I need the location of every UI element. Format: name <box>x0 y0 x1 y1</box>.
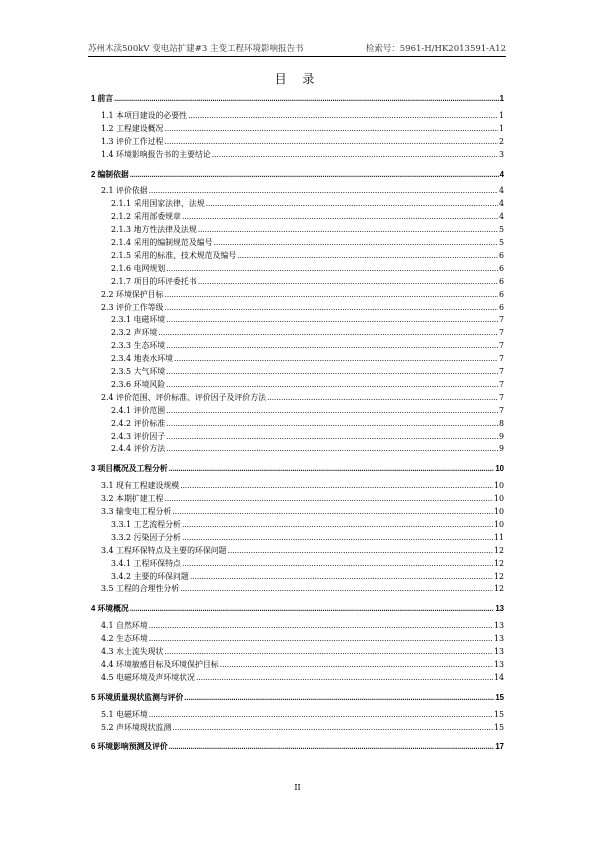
toc-leader-dots <box>166 380 498 390</box>
toc-entry[interactable] <box>91 602 504 614</box>
toc-entry-page: 12 <box>493 545 504 555</box>
toc-entry-label: 2.1.3 地方性法律及法规 <box>111 225 197 235</box>
toc-leader-dots <box>220 660 493 670</box>
toc-leader-dots <box>228 546 493 556</box>
toc-entry[interactable] <box>91 288 504 300</box>
toc-leader-dots <box>166 419 498 429</box>
toc-entry-label: 1.2 工程建设概况 <box>101 123 164 133</box>
toc-entry[interactable] <box>91 365 504 377</box>
toc-entry-page: 12 <box>493 558 504 568</box>
toc-entry[interactable] <box>91 557 504 569</box>
toc-entry-page: 10 <box>493 519 504 529</box>
toc-entry[interactable] <box>91 262 504 274</box>
toc-entry-page: 6 <box>498 263 504 273</box>
toc-entry-page: 4 <box>498 186 504 196</box>
toc-entry-page: 7 <box>498 354 504 364</box>
toc-title: 目 录 <box>274 72 321 86</box>
toc-entry[interactable] <box>91 223 504 235</box>
toc-leader-dots <box>169 464 495 474</box>
toc-entry[interactable] <box>91 462 504 474</box>
toc-leader-dots <box>188 111 498 121</box>
toc-leader-dots <box>149 634 493 644</box>
toc-entry-page: 10 <box>495 464 504 474</box>
toc-entry[interactable] <box>91 691 504 703</box>
toc-entry-label: 5 环境质量现状监测与评价 <box>91 692 184 702</box>
toc-entry[interactable] <box>91 404 504 416</box>
toc-entry-page: 12 <box>493 584 504 594</box>
toc-entry[interactable] <box>91 570 504 582</box>
toc-entry[interactable] <box>91 339 504 351</box>
toc-leader-dots <box>198 277 498 287</box>
toc-entry-label: 2.4.1 评价范围 <box>111 405 166 415</box>
toc-entry-label: 2.1.1 采用国家法律、法规 <box>111 199 205 209</box>
toc-entry[interactable] <box>91 544 504 556</box>
toc-leader-dots <box>130 604 495 614</box>
header-right-code: 检索号：5961-H/HK2013591-A12 <box>365 44 506 54</box>
toc-entry[interactable] <box>91 417 504 429</box>
toc-leader-dots <box>184 693 494 703</box>
toc-entry-page: 6 <box>498 250 504 260</box>
toc-leader-dots <box>164 124 498 134</box>
toc-entry-label: 4.3 水土流失现状 <box>101 647 164 656</box>
toc-leader-dots <box>196 673 493 683</box>
toc-entry-page: 8 <box>498 418 504 428</box>
toc-entry-page: 1 <box>498 110 504 120</box>
toc-entry[interactable] <box>91 109 504 121</box>
toc-entry[interactable] <box>91 430 504 442</box>
toc-entry-page: 15 <box>493 709 504 719</box>
toc-leader-dots <box>198 225 498 235</box>
toc-entry-label: 6 环境影响预测及评价 <box>91 742 168 752</box>
toc-leader-dots <box>206 199 498 209</box>
toc-leader-dots <box>166 406 498 416</box>
toc-entry[interactable] <box>91 632 504 644</box>
toc-entry-page: 13 <box>493 621 504 631</box>
toc-leader-dots <box>267 393 498 403</box>
toc-entry-label: 2.3.5 大气环境 <box>111 367 166 376</box>
page-number: II <box>294 783 301 792</box>
toc-entry-page: 15 <box>493 722 504 732</box>
toc-entry-label: 3.3 输变电工程分析 <box>101 507 172 516</box>
toc-entry-label: 2.4 评价范围、评价标准、评价因子及评价方法 <box>101 392 266 402</box>
toc-entry-label: 3.4 工程环保特点及主要的环保问题 <box>101 545 227 555</box>
toc-entry[interactable] <box>91 326 504 338</box>
toc-leader-dots <box>149 186 498 196</box>
toc-leader-dots <box>166 315 498 325</box>
toc-entry[interactable] <box>91 671 504 683</box>
toc-leader-dots <box>114 94 499 104</box>
toc-entry[interactable] <box>91 391 504 403</box>
toc-entry-label: 2.1.4 采用的编制规范及编号 <box>111 238 213 247</box>
toc-entry-label: 4.1 自然环境 <box>101 621 148 631</box>
toc-leader-dots <box>166 444 498 454</box>
toc-entry-page: 17 <box>495 742 504 752</box>
toc-entry[interactable] <box>91 518 504 530</box>
toc-entry-label: 5.2 声环境现状监测 <box>101 722 172 732</box>
toc-entry-label: 2.1.6 电网规划 <box>111 263 166 273</box>
toc-entry-page: 12 <box>493 571 504 581</box>
toc-entry-page: 4 <box>499 169 504 179</box>
toc-entry-page: 7 <box>498 405 504 415</box>
toc-entry-page: 4 <box>498 199 504 209</box>
toc-leader-dots <box>214 238 498 248</box>
toc-entry-label: 2.3.4 地表水环境 <box>111 354 174 364</box>
toc-entry-page: 3 <box>498 149 504 159</box>
toc-entry-page: 10 <box>493 507 504 516</box>
toc-entry-label: 2.3.6 环境风险 <box>111 379 166 389</box>
toc-entry-page: 13 <box>495 604 504 614</box>
toc-entry[interactable] <box>91 505 504 517</box>
toc-leader-dots <box>237 251 498 261</box>
toc-entry[interactable] <box>91 313 504 325</box>
toc-entry[interactable] <box>91 249 504 261</box>
toc-entry-page: 13 <box>493 634 504 644</box>
toc-entry-label: 1 前言 <box>91 94 114 103</box>
toc-entry[interactable] <box>91 352 504 364</box>
toc-entry-page: 1 <box>498 123 504 133</box>
toc-leader-dots <box>166 367 498 377</box>
toc-entry-label: 3.3.2 污染因子分析 <box>111 532 181 542</box>
toc-entry-label: 2.1 评价依据 <box>101 186 148 196</box>
toc-entry-page: 13 <box>493 647 504 656</box>
toc-leader-dots <box>182 212 498 222</box>
toc-entry[interactable] <box>91 301 504 313</box>
toc-entry-label: 1.4 环境影响报告书的主要结论 <box>101 149 211 159</box>
toc-entry-page: 7 <box>498 367 504 376</box>
toc-entry[interactable] <box>91 236 504 248</box>
toc-leader-dots <box>149 621 493 631</box>
toc-entry-label: 2.3 评价工作等级 <box>101 302 164 312</box>
toc-leader-dots <box>164 494 493 504</box>
toc-entry-page: 14 <box>493 672 504 682</box>
toc-leader-dots <box>166 432 498 442</box>
toc-entry-page: 10 <box>493 494 504 504</box>
toc-entry-page: 11 <box>493 532 504 542</box>
toc-leader-dots <box>174 354 498 364</box>
toc-leader-dots <box>158 328 498 338</box>
toc-entry-label: 2.4.4 评价方法 <box>111 444 166 454</box>
toc-leader-dots <box>149 710 493 720</box>
toc-leader-dots <box>180 481 493 491</box>
toc-entry-page: 7 <box>498 341 504 351</box>
toc-entry-label: 2.1.5 采用的标准、技术规范及编号 <box>111 250 237 260</box>
toc-entry-label: 2 编制依据 <box>91 169 129 179</box>
header-rule <box>88 56 506 57</box>
toc-entry[interactable] <box>91 658 504 670</box>
toc-leader-dots <box>164 290 498 300</box>
toc-entry-page: 4 <box>498 212 504 222</box>
toc-entry-label: 1.1 本项目建设的必要性 <box>101 110 188 120</box>
toc-leader-dots <box>190 572 493 582</box>
toc-entry[interactable] <box>91 210 504 222</box>
toc-entry-page: 5 <box>498 225 504 235</box>
toc-entry-page: 10 <box>493 481 504 491</box>
toc-entry[interactable] <box>91 740 504 752</box>
toc-leader-dots <box>180 584 493 594</box>
toc-entry-label: 5.1 电磁环境 <box>101 709 148 719</box>
toc-entry[interactable] <box>91 582 504 594</box>
toc-entry-label: 4.2 生态环境 <box>101 634 148 644</box>
toc-entry-page: 13 <box>493 659 504 669</box>
toc-entry-label: 3.4.1 工程环保特点 <box>111 558 181 568</box>
toc-entry-label: 1.3 评价工作过程 <box>101 136 164 146</box>
toc-entry-label: 4.5 电磁环境及声环境状况 <box>101 672 195 682</box>
toc-entry-page: 1 <box>499 94 504 103</box>
toc-leader-dots <box>182 559 493 569</box>
toc-entry-label: 3.1 现有工程建设规模 <box>101 481 180 491</box>
toc-entry-label: 3.5 工程的合理性分析 <box>101 584 180 594</box>
toc-entry-label: 4 环境概况 <box>91 604 129 614</box>
page-header <box>88 40 506 54</box>
toc-leader-dots <box>130 170 499 180</box>
toc-entry[interactable] <box>91 197 504 209</box>
toc-entry[interactable] <box>91 479 504 491</box>
toc-entry-page: 6 <box>498 289 504 299</box>
toc-leader-dots <box>166 341 498 351</box>
toc-entry[interactable] <box>91 378 504 390</box>
toc-entry-label: 2.3.1 电磁环境 <box>111 315 166 325</box>
toc-leader-dots <box>172 723 493 733</box>
toc-entry[interactable] <box>91 92 504 104</box>
toc-leader-dots <box>182 533 493 543</box>
toc-entry-page: 9 <box>498 431 504 441</box>
toc-entry[interactable] <box>91 442 504 454</box>
toc-entry[interactable] <box>91 135 504 147</box>
toc-leader-dots <box>164 137 498 147</box>
toc-entry[interactable] <box>91 168 504 180</box>
toc-entry-label: 2.1.2 采用部委规章 <box>111 212 181 222</box>
toc-leader-dots <box>172 507 493 517</box>
toc-leader-dots <box>166 264 498 274</box>
toc-entry-page: 15 <box>495 692 504 702</box>
toc-entry[interactable] <box>91 708 504 720</box>
toc-leader-dots <box>164 647 493 657</box>
toc-entry-label: 3.2 本期扩建工程 <box>101 494 164 504</box>
toc-entry-page: 6 <box>498 302 504 312</box>
toc-entry[interactable] <box>91 721 504 733</box>
toc-entry-label: 2.4.2 评价标准 <box>111 418 166 428</box>
toc-entry[interactable] <box>91 645 504 657</box>
toc-entry[interactable] <box>91 275 504 287</box>
toc-entry[interactable] <box>91 492 504 504</box>
toc-entry-label: 2.2 环境保护目标 <box>101 289 164 299</box>
toc-leader-dots <box>212 150 498 160</box>
toc-entry-label: 2.1.7 项目的环评委托书 <box>111 276 197 286</box>
toc-entry[interactable] <box>91 122 504 134</box>
toc-entry-page: 9 <box>498 444 504 454</box>
toc-leader-dots <box>164 303 498 313</box>
toc-leader-dots <box>169 742 495 752</box>
toc-entry-label: 3 项目概况及工程分析 <box>91 464 168 474</box>
toc-entry[interactable] <box>91 184 504 196</box>
toc-entry-page: 7 <box>498 379 504 389</box>
toc-entry-page: 7 <box>498 315 504 325</box>
toc-entry-page: 7 <box>498 392 504 402</box>
toc-entry-label: 3.3.1 工艺流程分析 <box>111 519 181 529</box>
toc-entry-label: 2.3.3 生态环境 <box>111 341 166 351</box>
toc-entry-page: 6 <box>498 276 504 286</box>
toc-entry[interactable] <box>91 531 504 543</box>
toc-entry-page: 7 <box>498 328 504 338</box>
toc-entry[interactable] <box>91 619 504 631</box>
toc-entry[interactable] <box>91 148 504 160</box>
toc-entry-label: 2.3.2 声环境 <box>111 328 158 338</box>
toc-entry-label: 4.4 环境敏感目标及环境保护目标 <box>101 659 219 669</box>
toc-leader-dots <box>182 520 493 530</box>
toc-entry-label: 2.4.3 评价因子 <box>111 431 166 441</box>
toc-entry-label: 3.4.2 主要的环保问题 <box>111 571 189 581</box>
toc-entry-page: 5 <box>498 238 504 247</box>
header-left-title: 苏州木渎500kV 变电站扩建#3 主变工程环境影响报告书 <box>88 44 304 54</box>
toc-entry-page: 2 <box>498 136 504 146</box>
